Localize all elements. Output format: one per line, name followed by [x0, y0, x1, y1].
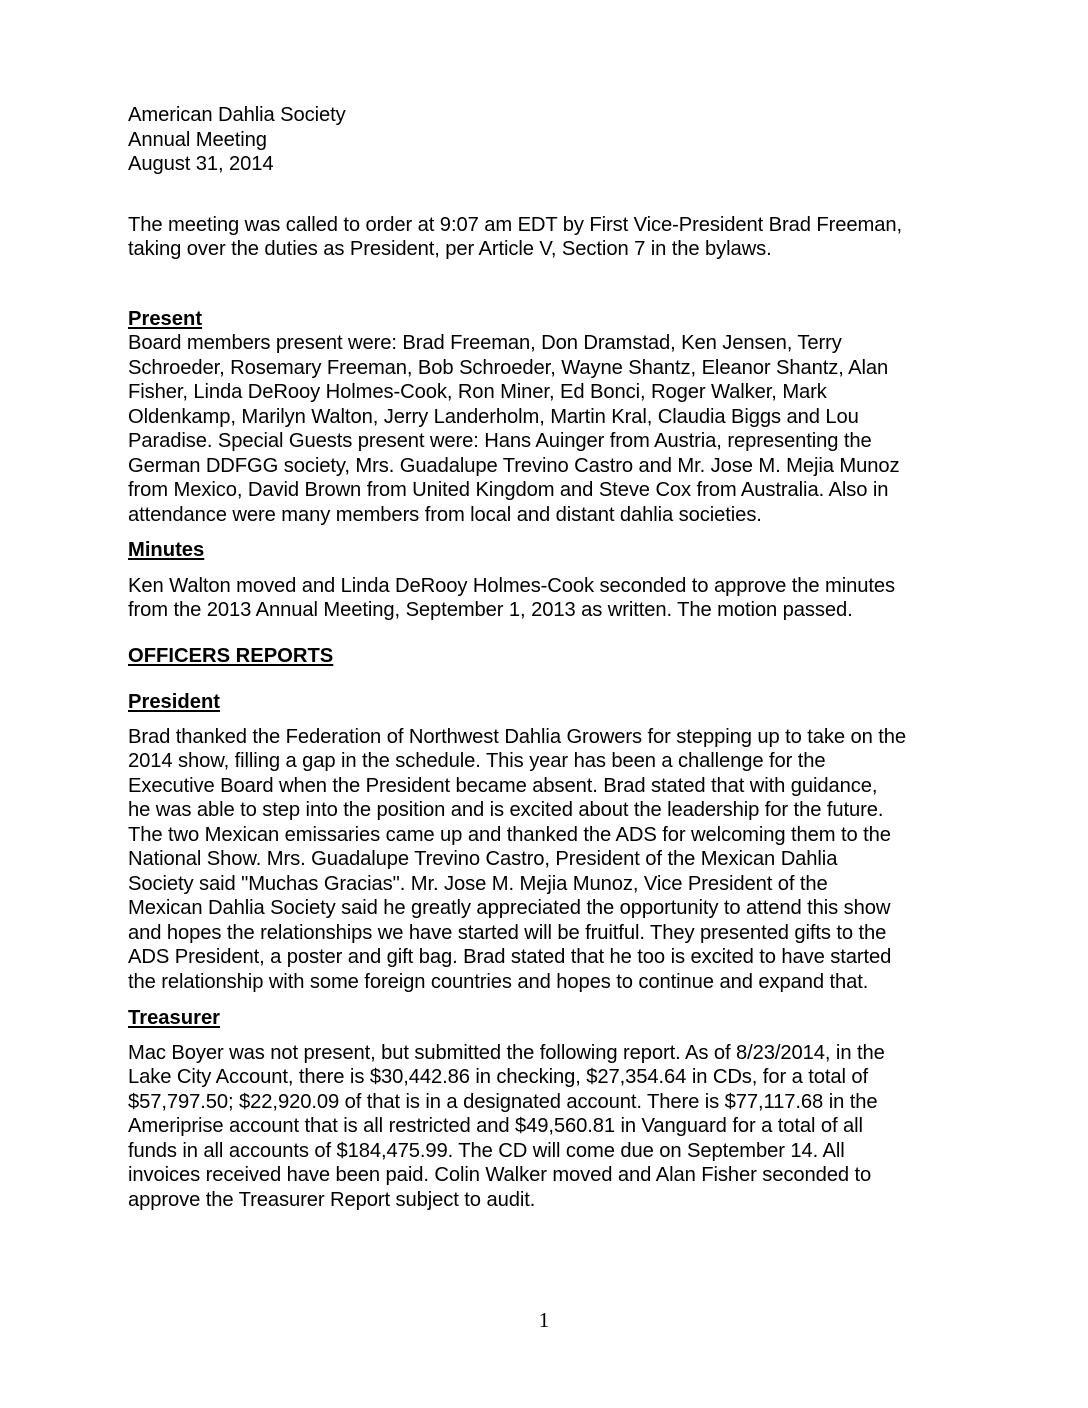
- president-line: Society said "Muchas Gracias". Mr. Jose M. Mejia Munoz, Vice President of the: [128, 873, 828, 895]
- intro-line: The meeting was called to order at 9:07 am EDT by First Vice-President Brad Freeman,: [128, 214, 903, 236]
- minutes-line: Ken Walton moved and Linda DeRooy Holmes-Cook seconded to approve the minutes: [128, 575, 895, 597]
- present-line: Board members present were: Brad Freeman, Don Dramstad, Ken Jensen, Terry: [128, 332, 842, 354]
- president-line: he was able to step into the position and is excited about the leadership for the future.: [128, 799, 884, 821]
- present-line: Schroeder, Rosemary Freeman, Bob Schroeder, Wayne Shantz, Eleanor Shantz, Alan: [128, 357, 889, 379]
- present-line: Fisher, Linda DeRooy Holmes-Cook, Ron Miner, Ed Bonci, Roger Walker, Mark: [128, 381, 827, 403]
- president-line: Mexican Dahlia Society said he greatly appreciated the opportunity to attend this show: [128, 897, 891, 919]
- president-line: ADS President, a poster and gift bag. Brad stated that he too is excited to have started: [128, 946, 892, 968]
- organization-name: American Dahlia Society: [128, 104, 346, 126]
- treasurer-line: approve the Treasurer Report subject to audit.: [128, 1189, 536, 1211]
- minutes-line: from the 2013 Annual Meeting, September 1, 2013 as written. The motion passed.: [128, 599, 853, 621]
- treasurer-line: Ameriprise account that is all restricted and $49,560.81 in Vanguard for a total of all: [128, 1115, 863, 1137]
- president-line: the relationship with some foreign countries and hopes to continue and expand that.: [128, 971, 869, 993]
- present-line: German DDFGG society, Mrs. Guadalupe Trevino Castro and Mr. Jose M. Mejia Munoz: [128, 455, 900, 477]
- treasurer-line: funds in all accounts of $184,475.99. The CD will come due on September 14. All: [128, 1140, 845, 1162]
- president-line: and hopes the relationships we have started will be fruitful. They presented gifts to the: [128, 922, 887, 944]
- president-line: Brad thanked the Federation of Northwest Dahlia Growers for stepping up to take on the: [128, 726, 907, 748]
- president-line: Executive Board when the President became absent. Brad stated that with guidance,: [128, 775, 878, 797]
- present-heading: Present: [128, 308, 203, 330]
- present-line: attendance were many members from local and distant dahlia societies.: [128, 504, 762, 526]
- president-line: The two Mexican emissaries came up and thanked the ADS for welcoming them to the: [128, 824, 891, 846]
- meeting-title: Annual Meeting: [128, 129, 267, 151]
- intro-line: taking over the duties as President, per Article V, Section 7 in the bylaws.: [128, 238, 772, 260]
- president-line: National Show. Mrs. Guadalupe Trevino Castro, President of the Mexican Dahlia: [128, 848, 838, 870]
- officers-reports-heading: OFFICERS REPORTS: [128, 645, 334, 667]
- treasurer-line: $57,797.50; $22,920.09 of that is in a designated account. There is $77,117.68 in the: [128, 1091, 878, 1113]
- treasurer-line: invoices received have been paid. Colin Walker moved and Alan Fisher seconded to: [128, 1164, 872, 1186]
- treasurer-line: Mac Boyer was not present, but submitted the following report. As of 8/23/2014, in the: [128, 1042, 885, 1064]
- president-heading: President: [128, 691, 220, 713]
- present-line: from Mexico, David Brown from United Kingdom and Steve Cox from Australia. Also in: [128, 479, 889, 501]
- meeting-date: August 31, 2014: [128, 153, 274, 175]
- present-line: Paradise. Special Guests present were: Hans Auinger from Austria, representing the: [128, 430, 872, 452]
- president-line: 2014 show, filling a gap in the schedule. This year has been a challenge for the: [128, 750, 826, 772]
- present-line: Oldenkamp, Marilyn Walton, Jerry Landerholm, Martin Kral, Claudia Biggs and Lou: [128, 406, 859, 428]
- treasurer-line: Lake City Account, there is $30,442.86 in checking, $27,354.64 in CDs, for a total of: [128, 1066, 869, 1088]
- minutes-heading: Minutes: [128, 539, 205, 561]
- treasurer-heading: Treasurer: [128, 1007, 221, 1029]
- page-number: 1: [538, 1308, 550, 1332]
